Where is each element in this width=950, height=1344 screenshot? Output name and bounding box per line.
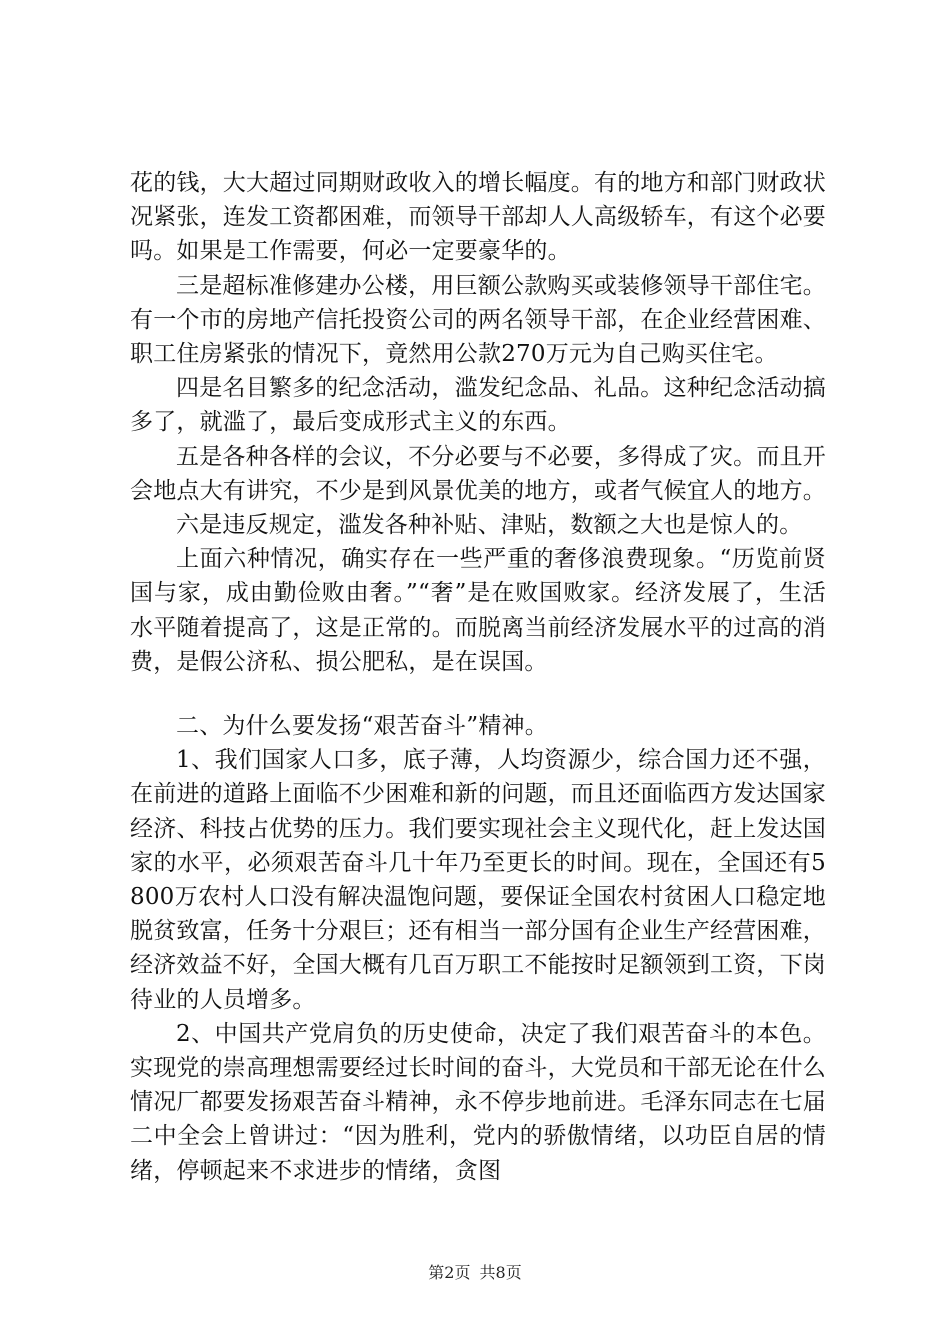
paragraph-1: 花的钱，大大超过同期财政收入的增长幅度。有的地方和部门财政状况紧张，连发工资都困难，而领导干部却人人高级轿车，有这个必要吗。如果是工作需要，何必一定要豪华的。 xyxy=(130,170,826,265)
paragraph-5: 六是违反规定，滥发各种补贴、津贴，数额之大也是惊人的。 xyxy=(176,512,803,539)
section-paragraph-1: 1、我们国家人口多，底子薄，人均资源少，综合国力还不强，在前进的道路上面临不少困难和新的问题，而且还面临西方发达国家经济、科技占优势的压力。我们要实现社会主义现代化，赶上发达国家的水平，必须艰苦奋斗几十年乃至更长的时间。现在，全国还有5800万农村人口没有解决温饱问题，要保证全国农村贫困人口稳定地脱贫致富，任务十分艰巨；还有相当一部分国有企业生产经营困难，经济效益不好，全国大概有几百万职工不能按时足额领到工资，下岗待业的人员增多。 xyxy=(130,747,826,1013)
paragraph-3: 四是名目繁多的纪念活动，滥发纪念品、礼品。这种纪念活动搞多了，就滥了，最后变成形式主义的东西。 xyxy=(130,375,826,436)
document-body xyxy=(130,166,826,1188)
paragraph-2: 三是超标准修建办公楼，用巨额公款购买或装修领导干部住宅。有一个市的房地产信托投资公司的两名领导干部，在企业经营困难、职工住房紧张的情况下，竟然用公款270万元为自己购买住宅。 xyxy=(130,272,826,368)
section-paragraph-2: 2、中国共产党肩负的历史使命，决定了我们艰苦奋斗的本色。实现党的崇高理想需要经过长时间的奋斗，大党员和干部无论在什么情况厂都要发扬艰苦奋斗精神，永不停步地前进。毛泽东同志在七届二中全会上曾讲过：“因为胜利，党内的骄傲情绪，以功臣自居的情绪，停顿起来不求进步的情绪，贪图 xyxy=(130,1020,826,1184)
page-total: 共8页 xyxy=(479,1263,522,1282)
page-number: 第2页 xyxy=(428,1263,471,1282)
section-spacer xyxy=(130,679,826,709)
paragraph-6: 上面六种情况，确实存在一些严重的奢侈浪费现象。“历览前贤国与家，成由勤俭败由奢。”“奢”是在败国败家。经济发展了，生活水平随着提高了，这是正常的。而脱离当前经济发展水平的过高的消费，是假公济私、损公肥私，是在误国。 xyxy=(130,546,826,675)
page-footer xyxy=(0,1263,950,1283)
section-heading: 二、为什么要发扬“艰苦奋斗”精神。 xyxy=(176,713,548,740)
paragraph-4: 五是各种各样的会议，不分必要与不必要，多得成了灾。而且开会地点大有讲究，不少是到风景优美的地方，或者气候宜人的地方。 xyxy=(130,443,826,504)
